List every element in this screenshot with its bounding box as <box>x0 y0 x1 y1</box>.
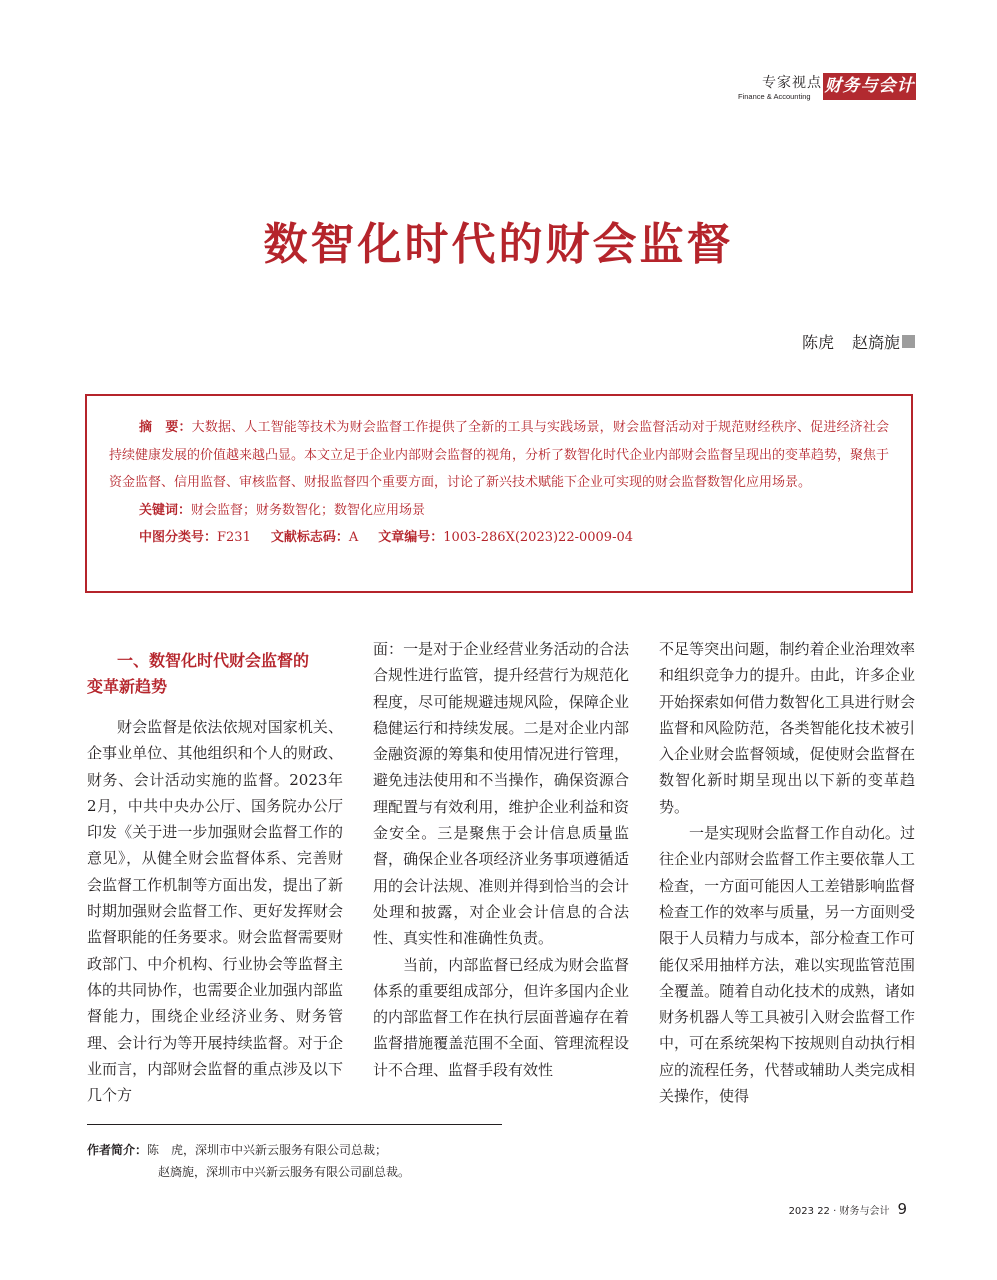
section-category: 专家视点 <box>762 75 822 91</box>
keywords-label: 关键词： <box>139 502 192 518</box>
author-line <box>802 330 915 353</box>
footnote-divider <box>87 1124 502 1125</box>
author-1: 陈虎 <box>801 333 834 352</box>
article-no-value: 1003-286X(2023)22-0009-04 <box>443 530 634 545</box>
page-number: 9 <box>897 1200 907 1218</box>
abstract-label: 摘 要： <box>139 420 192 435</box>
article-title: 数智化时代的财会监督 <box>263 219 734 270</box>
keywords-value: 财会监督；财务数智化；数智化应用场景 <box>191 502 426 518</box>
body-paragraph: 当前，内部监督已经成为财会监督体系的重要组成部分，但许多国内企业的内部监督工作在执行层面普遍存在着监督措施覆盖范围不全面、管理流程设计不合理、监督手段有效性 <box>373 955 629 1079</box>
author-footnote <box>87 1139 687 1183</box>
article-no-label: 文章编号： <box>378 530 444 545</box>
doc-code-label: 文献标志码： <box>270 530 349 545</box>
section-heading: 一、数智化时代财会监督的 变革新趋势 <box>87 651 310 696</box>
issue-info: 2023 22 · 财务与会计 <box>788 1206 890 1217</box>
abstract-paragraph <box>109 414 889 497</box>
page-footer <box>789 1200 907 1218</box>
footnote-line-2: 赵旖旎，深圳市中兴新云服务有限公司副总裁。 <box>158 1165 411 1179</box>
column-1 <box>87 636 343 1108</box>
body-paragraph: 面：一是对于企业经营业务活动的合法合规性进行监管，提升经营行为规范化程度，尽可能规避违规风险，保障企业稳健运行和持续发展。二是对企业内部金融资源的筹集和使用情况进行管理，避免违法使用和不当操作，确保资源合理配置与有效利用，维护企业利益和资金安全。三是聚焦于会计信息质量监督，确保企业各项经济业务事项遵循适用的会计法规、准则并得到恰当的会计处理和披露，对企业会计信息的合法性、真实性和准确性负责。 <box>373 640 629 948</box>
doc-code-value: A <box>348 530 359 545</box>
section-category-en: Finance & Accounting <box>738 92 811 101</box>
footnote-line-1: 陈 虎，深圳市中兴新云服务有限公司总裁； <box>147 1143 388 1157</box>
footnote-label: 作者简介： <box>87 1143 148 1157</box>
classification-line <box>109 524 889 552</box>
column-2 <box>373 636 629 1083</box>
clc-value: F231 <box>217 530 251 545</box>
author-2: 赵旖旎 <box>851 333 900 352</box>
body-paragraph: 一是实现财会监督工作自动化。过往企业内部财会监督工作主要依靠人工检查，一方面可能因人工差错影响监督检查工作的效率与质量，另一方面则受限于人员精力与成本，部分检查工作可能仅采用抽样方法，难以实现监管范围全覆盖。随着自动化技术的成熟，诸如财务机器人等工具被引入财会监督工作中，可在系统架构下按规则自动执行相应的流程任务，代替或辅助人类完成相关操作，使得 <box>659 824 915 1106</box>
keywords-line <box>109 497 889 525</box>
abstract-box <box>85 394 913 593</box>
abstract-text: 大数据、人工智能等技术为财会监督工作提供了全新的工具与实践场景，财会监督活动对于规范财经秩序、促进经济社会持续健康发展的价值越来越凸显。本文立足于企业内部财会监督的视角，分析了数智化时代企业内部财会监督呈现出的变革趋势，聚焦于资金监督、信用监督、审核监督、财报监督四个重要方面，讨论了新兴技术赋能下企业可实现的财会监督数智化应用场景。 <box>109 420 890 490</box>
body-paragraph: 不足等突出问题，制约着企业治理效率和组织竞争力的提升。由此，许多企业开始探索如何借力数智化工具进行财会监督和风险防范，各类智能化技术被引入企业财会监督领域，促使财会监督在数智化新时期呈现出以下新的变革趋势。 <box>659 640 915 816</box>
journal-logo: 财务与会计 <box>823 73 916 100</box>
column-3 <box>659 636 915 1109</box>
body-paragraph: 财会监督是依法依规对国家机关、企事业单位、其他组织和个人的财政、财务、会计活动实施的监督。2023年2月，中共中央办公厅、国务院办公厅印发《关于进一步加强财会监督工作的意见》，从健全财会监督体系、完善财会监督工作机制等方面出发，提出了新时期加强财会监督工作、更好发挥财会监督职能的任务要求。财会监督需要财政部门、中介机构、行业协会等监督主体的共同协作，也需要企业加强内部监督能力，围绕企业经济业务、财务管理、会计行为等开展持续监督。对于企业而言，内部财会监督的重点涉及以下几个方 <box>87 718 343 1105</box>
author-end-square-icon <box>902 335 915 348</box>
clc-label: 中图分类号： <box>139 530 218 545</box>
